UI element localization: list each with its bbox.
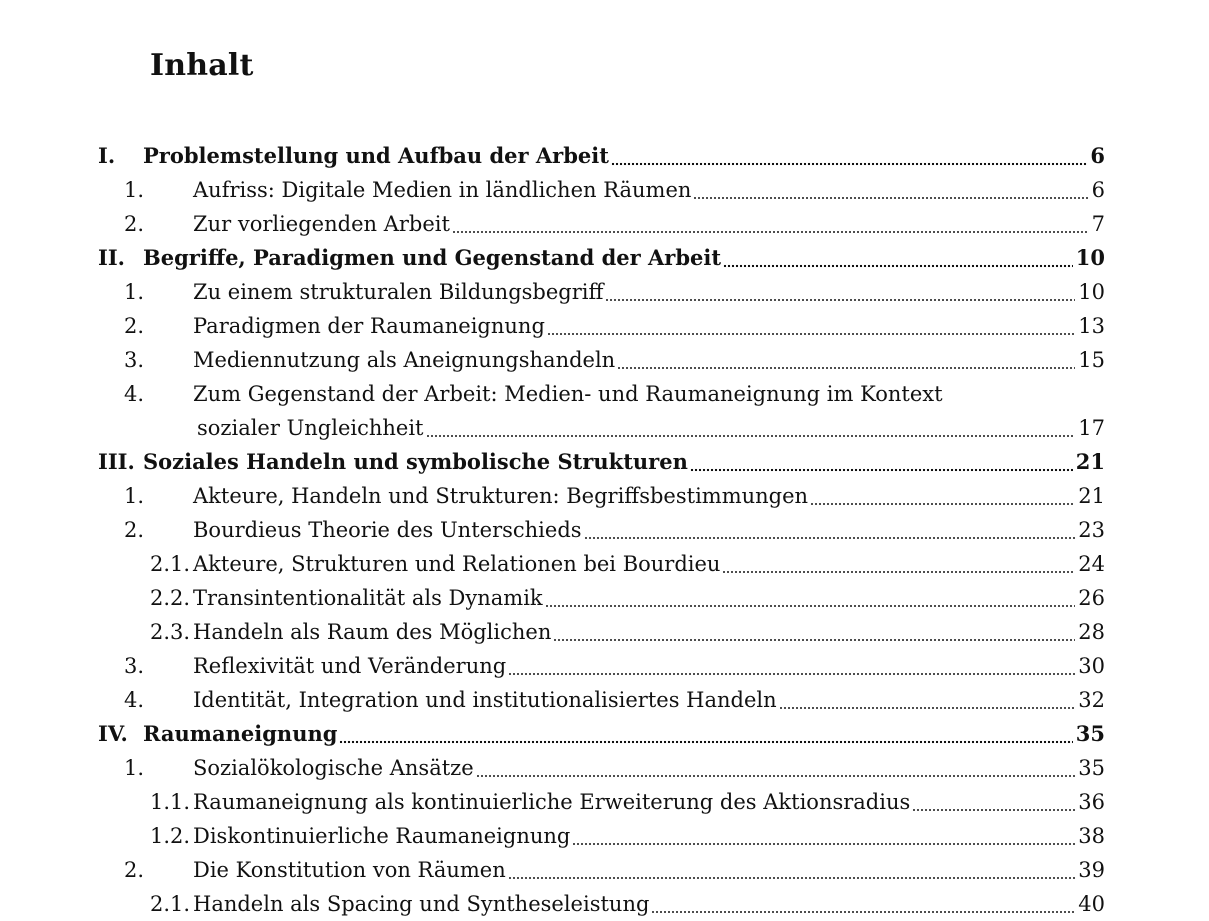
- toc-entry-section[interactable]: [0, 853, 1209, 887]
- toc-entry-subsection[interactable]: [0, 887, 1209, 921]
- toc-entry-page: 30: [1078, 654, 1105, 678]
- toc-entry-number: 3.: [124, 348, 145, 372]
- toc-entry-page: 28: [1078, 620, 1105, 644]
- toc-entry-title: Sozialökologische Ansätze: [193, 756, 474, 780]
- dot-leader: [553, 638, 1075, 642]
- toc-entry-page: 40: [1078, 892, 1105, 916]
- toc-entry-page: 10: [1078, 280, 1105, 304]
- toc-entry-title: Aufriss: Digitale Medien in ländlichen Räumen: [193, 178, 692, 202]
- toc-entry-section[interactable]: [0, 343, 1209, 377]
- toc-entry-page: 15: [1078, 348, 1105, 372]
- toc-entry-chapter[interactable]: [0, 139, 1209, 173]
- toc-entry-number: 1.: [124, 178, 145, 202]
- toc-entry-page: 38: [1078, 824, 1105, 848]
- toc-entry-title: Akteure, Strukturen und Relationen bei Bourdieu: [193, 552, 721, 576]
- toc-entry-page: 39: [1078, 858, 1105, 882]
- toc-entry-title: Transintentionalität als Dynamik: [193, 586, 543, 610]
- dot-leader: [508, 672, 1075, 676]
- dot-leader: [651, 910, 1075, 914]
- toc-entry-number: 1.: [124, 280, 145, 304]
- dot-leader: [339, 740, 1072, 744]
- toc-entry-section[interactable]: [0, 751, 1209, 785]
- dot-leader: [723, 264, 1073, 268]
- dot-leader: [690, 468, 1073, 472]
- toc-entry-section[interactable]: [0, 683, 1209, 717]
- dot-leader: [572, 842, 1075, 846]
- toc-entry-section[interactable]: [0, 207, 1209, 241]
- toc-entry-section[interactable]: [0, 513, 1209, 547]
- toc-entry-title: Raumaneignung als kontinuierliche Erweiterung des Aktionsradius: [193, 790, 911, 814]
- toc-entry-section[interactable]: [0, 275, 1209, 309]
- toc-entry-title: Identität, Integration und institutionalisiertes Handeln: [193, 688, 777, 712]
- toc-entry-number: 1.: [124, 484, 145, 508]
- dot-leader: [779, 706, 1076, 710]
- toc-entry-number: III.: [98, 449, 135, 474]
- toc-entry-page: 35: [1075, 721, 1105, 746]
- dot-leader: [547, 332, 1075, 336]
- toc-entry-title: Zur vorliegenden Arbeit: [193, 212, 450, 236]
- toc-entry-number: 4.: [124, 688, 145, 712]
- toc-entry-page: 10: [1075, 245, 1105, 270]
- dot-leader: [452, 230, 1089, 234]
- dot-leader: [426, 434, 1076, 438]
- toc-entry-section[interactable]: [0, 173, 1209, 207]
- toc-entry-page: 21: [1075, 449, 1105, 474]
- toc-entry-section[interactable]: [0, 377, 1209, 411]
- toc-entry-title: Reflexivität und Veränderung: [193, 654, 507, 678]
- dot-leader: [611, 162, 1087, 166]
- toc-entry-number: 2.: [124, 518, 145, 542]
- toc-entry-title: Mediennutzung als Aneignungshandeln: [193, 348, 616, 372]
- toc-entry-number: 4.: [124, 382, 145, 406]
- toc-entry-title: Bourdieus Theorie des Unterschieds: [193, 518, 582, 542]
- toc-entry-subsection[interactable]: [0, 819, 1209, 853]
- toc-entry-subsection[interactable]: [0, 615, 1209, 649]
- toc-entry-title: Problemstellung und Aufbau der Arbeit: [143, 143, 609, 168]
- dot-leader: [810, 502, 1075, 506]
- toc-entry-chapter[interactable]: [0, 241, 1209, 275]
- toc-entry-page: 32: [1078, 688, 1105, 712]
- toc-entry-subsection[interactable]: [0, 547, 1209, 581]
- toc-entry-page: 17: [1078, 416, 1105, 440]
- toc-entry-number: 2.: [124, 212, 145, 236]
- toc-entry-title: Raumaneignung: [143, 721, 338, 746]
- toc-entry-number: 2.1.: [150, 552, 191, 576]
- toc-entry-title: Handeln als Raum des Möglichen: [193, 620, 552, 644]
- toc-entry-section[interactable]: [0, 649, 1209, 683]
- toc-entry-number: I.: [98, 143, 116, 168]
- toc-entry-number: 1.1.: [150, 790, 191, 814]
- toc-entry-title: Diskontinuierliche Raumaneignung: [193, 824, 571, 848]
- toc-entry-title: Paradigmen der Raumaneignung: [193, 314, 545, 338]
- toc-entry-number: 1.2.: [150, 824, 191, 848]
- toc-entry-section[interactable]: [0, 479, 1209, 513]
- toc-entry-number: 2.3.: [150, 620, 191, 644]
- table-of-contents: [0, 139, 1209, 921]
- toc-entry-number: 3.: [124, 654, 145, 678]
- page-title: Inhalt: [150, 48, 254, 83]
- toc-entry-page: 35: [1078, 756, 1105, 780]
- toc-entry-title: Handeln als Spacing und Syntheseleistung: [193, 892, 650, 916]
- toc-entry-title-continued: sozialer Ungleichheit: [197, 416, 424, 440]
- toc-entry-continuation[interactable]: [0, 411, 1209, 445]
- toc-entry-title: Die Konstitution von Räumen: [193, 858, 506, 882]
- toc-entry-title: Akteure, Handeln und Strukturen: Begriffsbestimmungen: [193, 484, 809, 508]
- toc-entry-number: 2.1.: [150, 892, 191, 916]
- toc-entry-title: Soziales Handeln und symbolische Strukturen: [143, 449, 688, 474]
- toc-entry-page: 23: [1078, 518, 1105, 542]
- dot-leader: [912, 808, 1075, 812]
- dot-leader: [584, 536, 1076, 540]
- toc-entry-title: Zum Gegenstand der Arbeit: Medien- und Raumaneignung im Kontext: [193, 382, 943, 406]
- toc-entry-page: 7: [1091, 212, 1105, 236]
- toc-entry-number: 1.: [124, 756, 145, 780]
- toc-entry-page: 24: [1078, 552, 1105, 576]
- toc-entry-title: Zu einem strukturalen Bildungsbegriff: [193, 280, 604, 304]
- toc-entry-page: 21: [1078, 484, 1105, 508]
- toc-entry-chapter[interactable]: [0, 445, 1209, 479]
- dot-leader: [605, 298, 1075, 302]
- dot-leader: [508, 876, 1076, 880]
- toc-entry-page: 36: [1078, 790, 1105, 814]
- toc-entry-title: Begriffe, Paradigmen und Gegenstand der Arbeit: [143, 245, 722, 270]
- toc-entry-chapter[interactable]: [0, 717, 1209, 751]
- toc-entry-number: 2.2.: [150, 586, 191, 610]
- dot-leader: [722, 570, 1075, 574]
- toc-entry-section[interactable]: [0, 309, 1209, 343]
- toc-entry-subsection[interactable]: [0, 785, 1209, 819]
- toc-entry-number: 2.: [124, 858, 145, 882]
- toc-entry-page: 6: [1090, 143, 1105, 168]
- dot-leader: [693, 196, 1088, 200]
- toc-entry-number: 2.: [124, 314, 145, 338]
- dot-leader: [476, 774, 1076, 778]
- dot-leader: [545, 604, 1076, 608]
- dot-leader: [617, 366, 1075, 370]
- toc-entry-number: IV.: [98, 721, 128, 746]
- toc-entry-page: 6: [1091, 178, 1105, 202]
- toc-entry-number: II.: [98, 245, 125, 270]
- toc-entry-subsection[interactable]: [0, 581, 1209, 615]
- toc-entry-page: 13: [1078, 314, 1105, 338]
- toc-entry-page: 26: [1078, 586, 1105, 610]
